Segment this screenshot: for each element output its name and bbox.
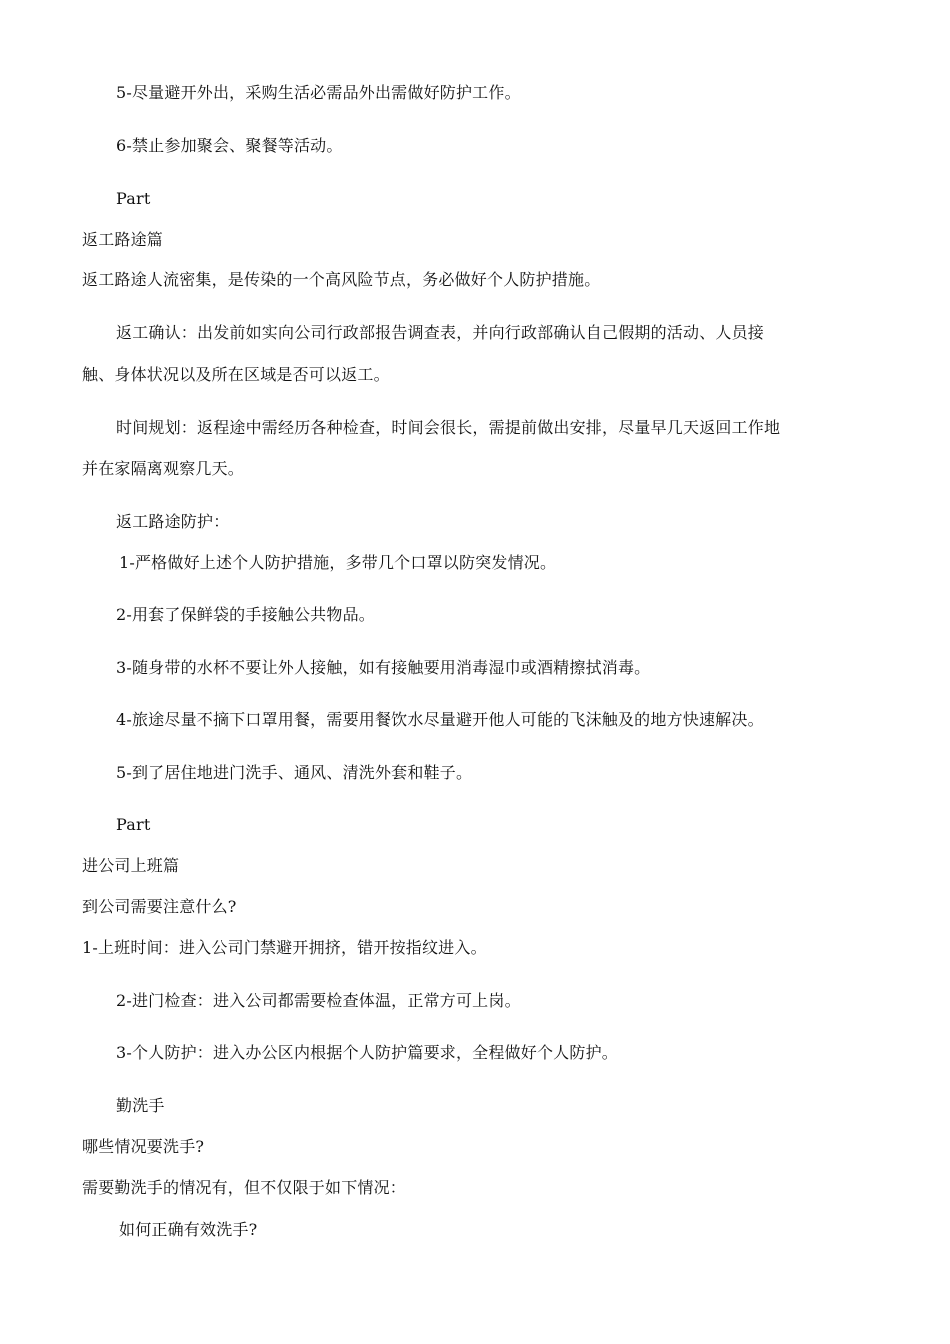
paragraph-line: 触、身体状况以及所在区域是否可以返工。 (82, 365, 390, 384)
question-line: 到公司需要注意什么? (82, 897, 237, 916)
section-heading: 返工路途篇 (82, 230, 164, 249)
subheading: 返工路途防护： (116, 512, 230, 531)
list-item: 2-进门检查：进入公司都需要检查体温，正常方可上岗。 (116, 991, 521, 1010)
question-line: 哪些情况要洗手? (82, 1137, 205, 1156)
paragraph-line: 返工路途人流密集，是传染的一个高风险节点，务必做好个人防护措施。 (82, 270, 601, 289)
paragraph-line: 5-尽量避开外出，采购生活必需品外出需做好防护工作。 (116, 83, 521, 102)
list-item: 4-旅途尽量不摘下口罩用餐，需要用餐饮水尽量避开他人可能的飞沫触及的地方快速解决。 (116, 710, 764, 729)
subheading: 勤洗手 (116, 1096, 165, 1115)
list-item: 1-严格做好上述个人防护措施，多带几个口罩以防突发情况。 (119, 553, 557, 572)
section-heading: 进公司上班篇 (82, 856, 180, 875)
list-item: 3-随身带的水杯不要让外人接触，如有接触要用消毒湿巾或酒精擦拭消毒。 (116, 658, 651, 677)
list-item: 2-用套了保鲜袋的手接触公共物品。 (116, 605, 375, 624)
section-marker: Part (116, 815, 151, 834)
question-line: 如何正确有效洗手? (119, 1220, 258, 1239)
paragraph-line: 需要勤洗手的情况有，但不仅限于如下情况： (82, 1178, 407, 1197)
list-item: 1-上班时间：进入公司门禁避开拥挤，错开按指纹进入。 (82, 938, 487, 957)
paragraph-line: 并在家隔离观察几天。 (82, 459, 245, 478)
paragraph-line: 6-禁止参加聚会、聚餐等活动。 (116, 136, 343, 155)
list-item: 3-个人防护：进入办公区内根据个人防护篇要求，全程做好个人防护。 (116, 1043, 618, 1062)
paragraph-line: 时间规划：返程途中需经历各种检查，时间会很长，需提前做出安排，尽量早几天返回工作地 (116, 418, 781, 437)
section-marker: Part (116, 189, 151, 208)
list-item: 5-到了居住地进门洗手、通风、清洗外套和鞋子。 (116, 763, 473, 782)
paragraph-line: 返工确认：出发前如实向公司行政部报告调查表，并向行政部确认自己假期的活动、人员接 (116, 323, 765, 342)
